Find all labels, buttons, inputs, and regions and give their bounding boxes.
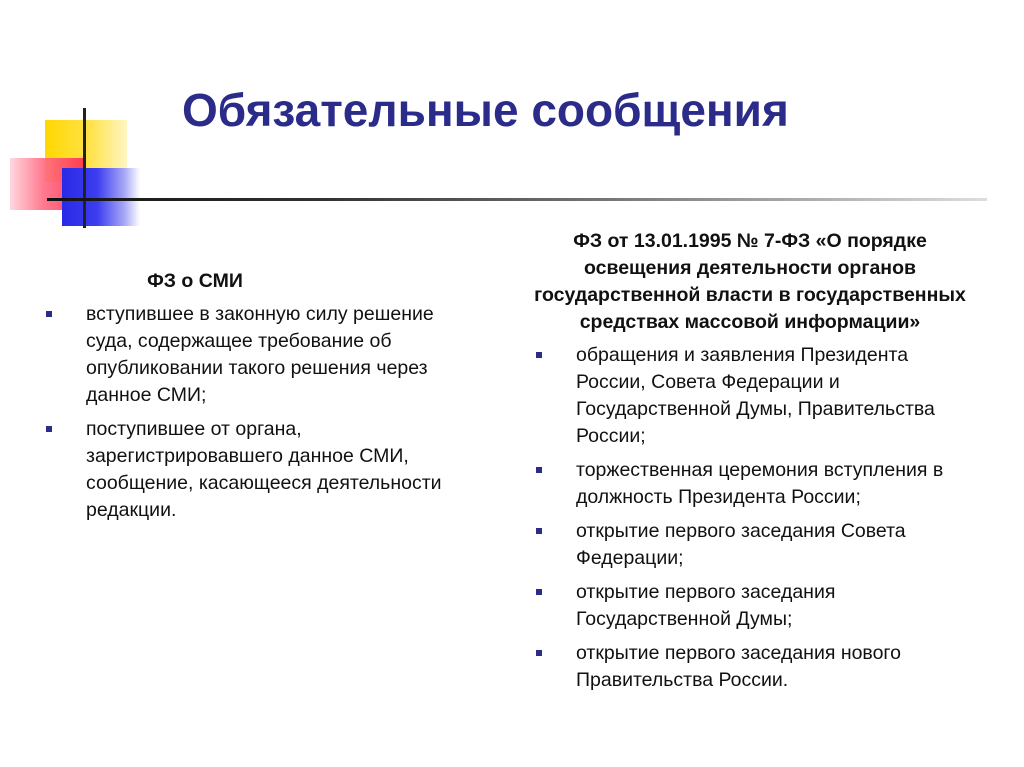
list-item [530, 518, 970, 572]
list-item-text: открытие первого заседания нового Правительства России. [576, 642, 901, 691]
slide-title: Обязательные сообщения [182, 84, 789, 136]
list-item-text: поступившее от органа, зарегистрировавшего данное СМИ, сообщение, касающееся деятельности редакции. [86, 418, 442, 521]
left-list [40, 301, 470, 524]
decor-vertical-line [83, 108, 86, 228]
list-item-text: вступившее в законную силу решение суда, содержащее требование об опубликовании такого решения через данное СМИ; [86, 303, 434, 406]
square-bullet-icon [536, 467, 542, 473]
list-item-text: открытие первого заседания Совета Федерации; [576, 520, 906, 569]
square-bullet-icon [536, 352, 542, 358]
square-bullet-icon [536, 589, 542, 595]
list-item [530, 342, 970, 450]
decor-blue-square [62, 168, 140, 226]
square-bullet-icon [46, 426, 52, 432]
list-item-text: открытие первого заседания Государственной Думы; [576, 581, 836, 630]
right-list [530, 342, 970, 694]
list-item [40, 301, 470, 409]
left-column [40, 268, 470, 531]
list-item-text: обращения и заявления Президента России, Совета Федерации и Государственной Думы, Правительства России; [576, 344, 935, 447]
list-item [530, 640, 970, 694]
square-bullet-icon [46, 311, 52, 317]
square-bullet-icon [536, 650, 542, 656]
list-item [530, 457, 970, 511]
right-column-heading: ФЗ от 13.01.1995 № 7-ФЗ «О порядке освещения деятельности органов государственной власти в государственных средствах массовой информации» [534, 230, 966, 333]
square-bullet-icon [536, 528, 542, 534]
list-item [530, 579, 970, 633]
list-item-text: торжественная церемония вступления в должность Президента России; [576, 459, 944, 508]
title-underline [47, 198, 987, 201]
right-column [530, 228, 970, 701]
list-item [40, 416, 470, 524]
left-column-heading: ФЗ о СМИ [147, 270, 243, 292]
